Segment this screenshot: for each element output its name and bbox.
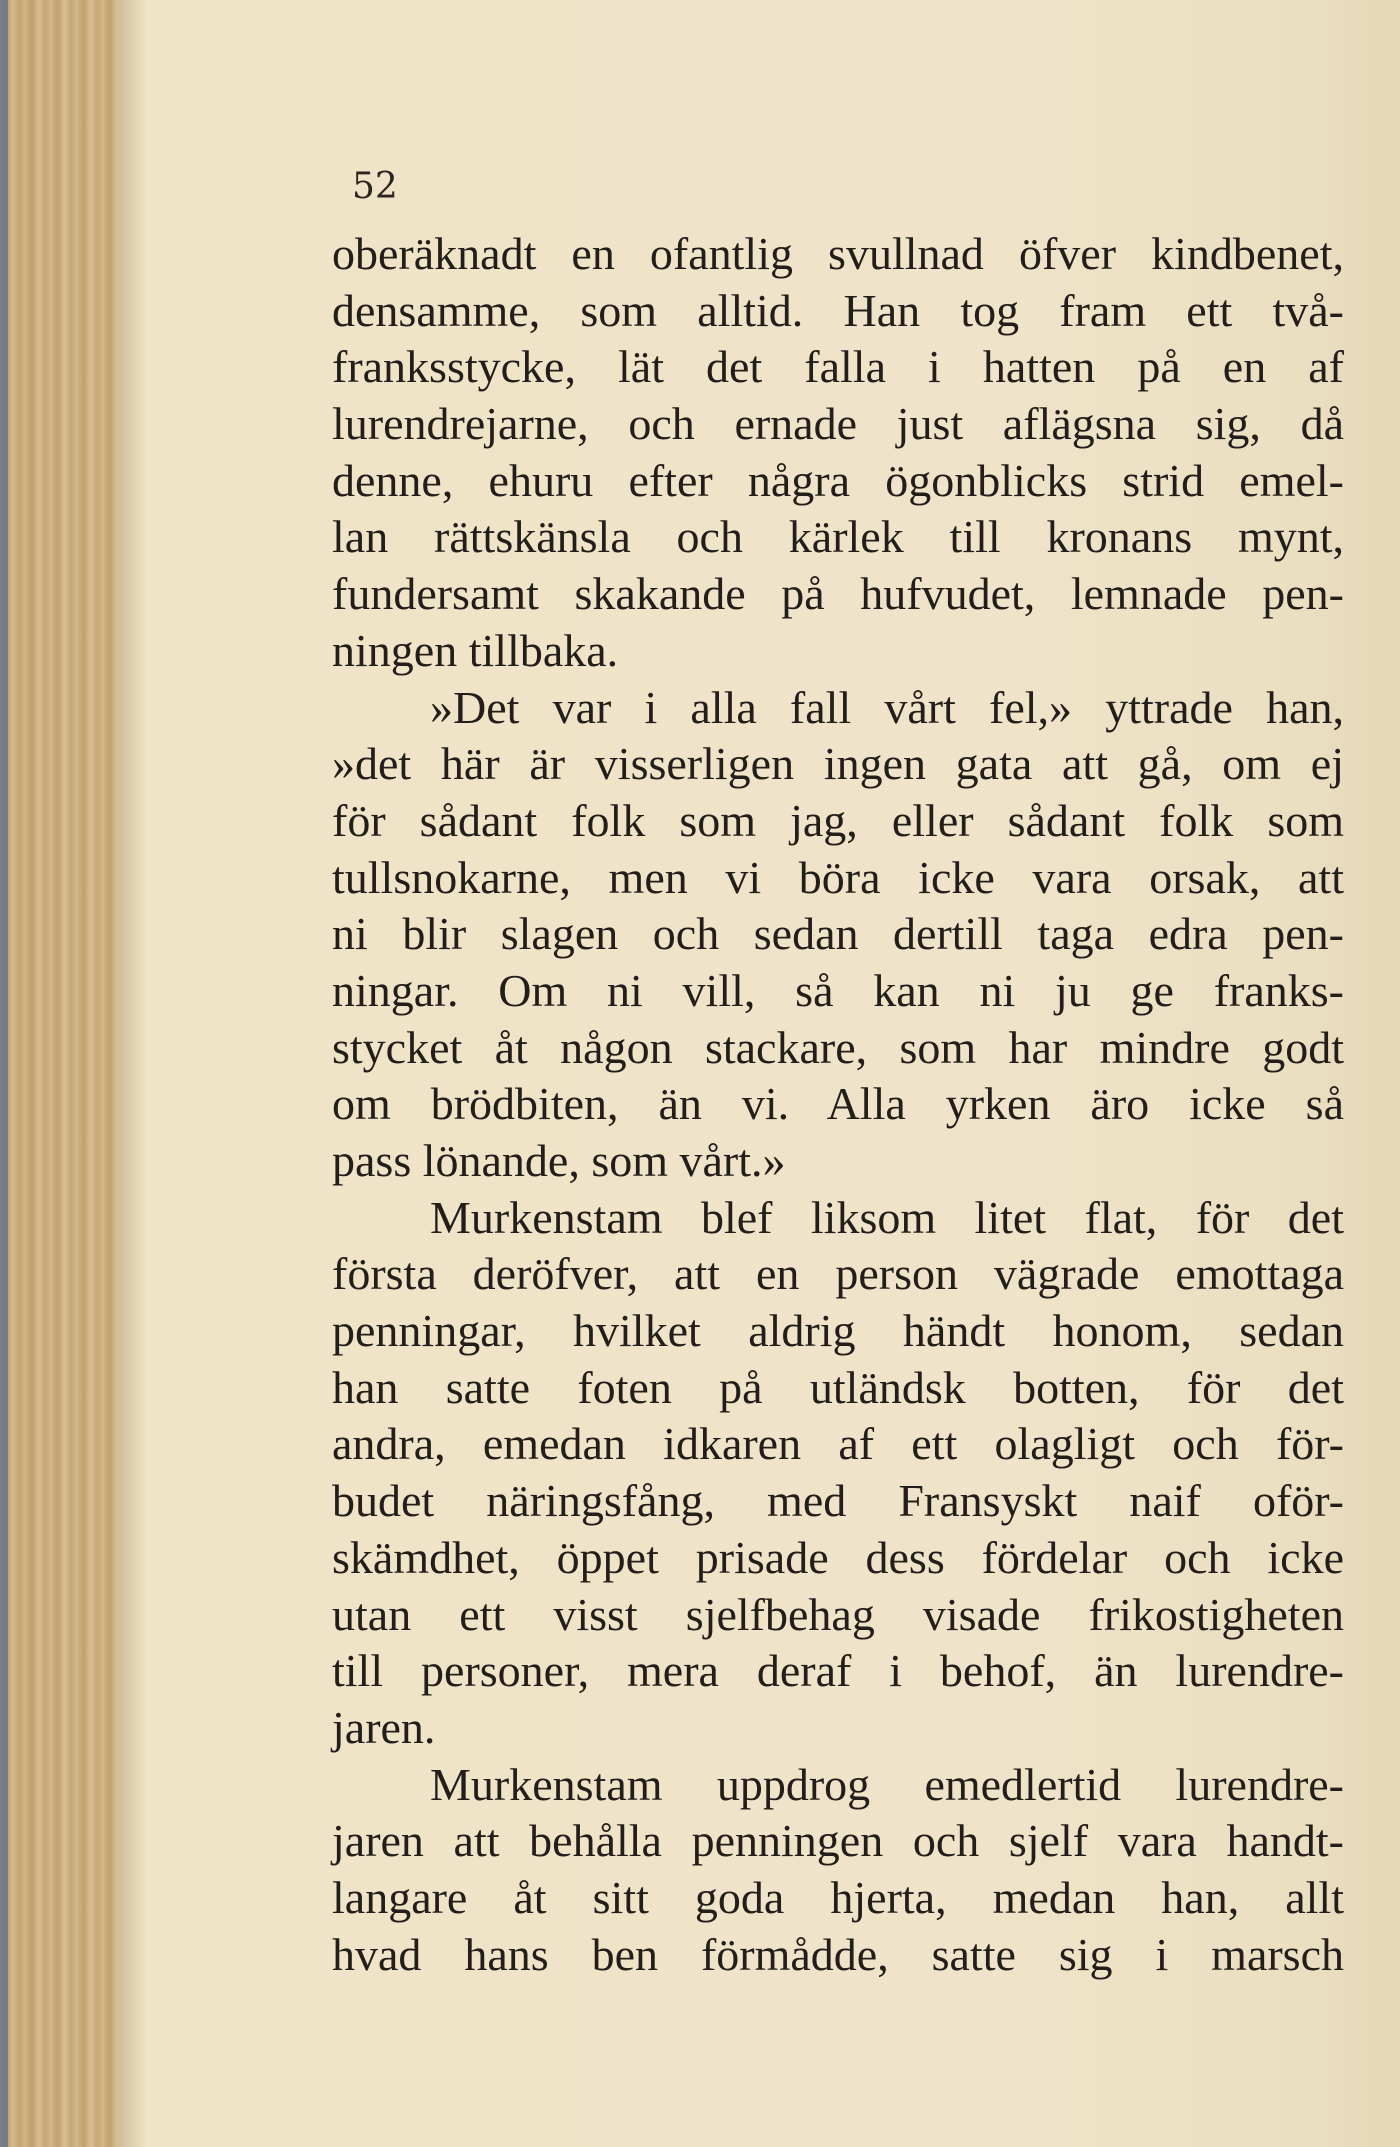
text-line: utan ett visst sjelfbehag visade frikostigheten	[332, 1588, 1344, 1640]
text-line: densamme, som alltid. Han tog fram ett två-	[332, 284, 1344, 336]
text-line: Murkenstam blef liksom litet flat, för det	[430, 1191, 1344, 1243]
text-line: langare åt sitt goda hjerta, medan han, allt	[332, 1871, 1344, 1923]
text-line: jaren.	[332, 1701, 436, 1753]
text-line: han satte foten på utländsk botten, för det	[332, 1361, 1344, 1413]
text-line: för sådant folk som jag, eller sådant folk som	[332, 794, 1344, 846]
text-line: pass lönande, som vårt.»	[332, 1135, 786, 1186]
text-line: denne, ehuru efter några ögonblicks strid emel-	[332, 454, 1344, 506]
text-line: lurendrejarne, och ernade just aflägsna sig, då	[332, 398, 1344, 450]
body-text	[332, 226, 1344, 1983]
text-line: lan rättskänsla och kärlek till kronans mynt,	[332, 511, 1344, 563]
text-line: andra, emedan idkaren af ett olagligt och för-	[332, 1418, 1344, 1470]
text-line: till personer, mera deraf i behof, än lurendre-	[332, 1645, 1344, 1697]
text-line: om brödbiten, än vi. Alla yrken äro icke så	[332, 1078, 1344, 1130]
text-line: fundersamt skakande på hufvudet, lemnade pen-	[332, 568, 1344, 620]
page-number: 52	[352, 166, 398, 207]
text-line: hvad hans ben förmådde, satte sig i marsch	[332, 1928, 1344, 1980]
text-line: stycket åt någon stackare, som har mindre godt	[332, 1021, 1344, 1073]
text-line: »det här är visserligen ingen gata att gå, om ej	[332, 738, 1344, 790]
text-line: första deröfver, att en person vägrade emottaga	[332, 1248, 1344, 1300]
text-line: ni blir slagen och sedan dertill taga edra pen-	[332, 908, 1344, 960]
text-line: budet näringsfång, med Fransyskt naif oför-	[332, 1475, 1344, 1527]
text-line: skämdhet, öppet prisade dess fördelar och icke	[332, 1531, 1344, 1583]
text-line: tullsnokarne, men vi böra icke vara orsak, att	[332, 851, 1344, 903]
text-line: penningar, hvilket aldrig händt honom, sedan	[332, 1305, 1344, 1357]
text-line: »Det var i alla fall vårt fel,» yttrade han,	[430, 681, 1344, 733]
gutter-shadow	[118, 0, 148, 2147]
text-line: Murkenstam uppdrog emedlertid lurendre-	[430, 1758, 1344, 1810]
text-line: ningen tillbaka.	[332, 624, 619, 676]
text-line: franksstycke, lät det falla i hatten på en af	[332, 341, 1344, 393]
text-line: jaren att behålla penningen och sjelf vara handt-	[332, 1815, 1344, 1867]
book-binding	[0, 0, 118, 2147]
cover-edge	[0, 0, 8, 2147]
text-line: oberäknadt en ofantlig svullnad öfver kindbenet,	[332, 228, 1344, 279]
text-line: ningar. Om ni vill, så kan ni ju ge franks-	[332, 964, 1344, 1016]
